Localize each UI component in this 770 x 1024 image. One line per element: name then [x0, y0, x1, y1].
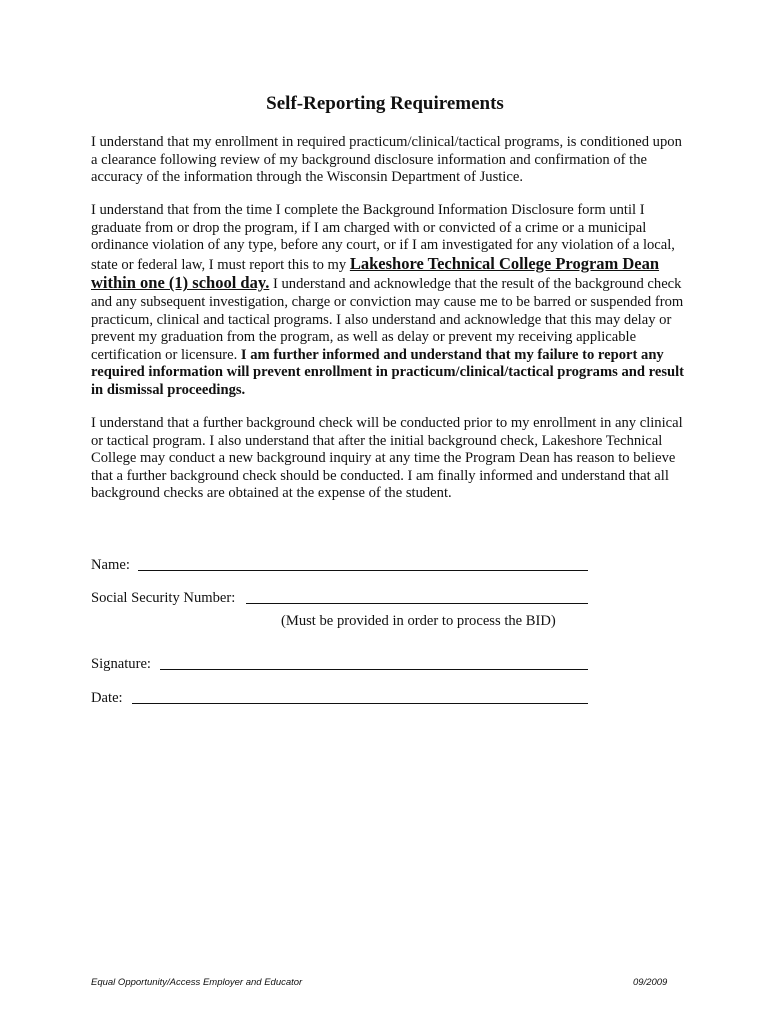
- failure-to-report-warning: I am further informed and understand that my failure to report any required information will prevent enrollment in practicum/clinical/tactical programs and result in dismissal proceedings.: [91, 346, 685, 398]
- date-label: Date:: [91, 690, 123, 706]
- ssn-input-line[interactable]: [246, 603, 588, 604]
- paragraph-reporting-obligation: [91, 202, 691, 400]
- name-field: [91, 556, 130, 574]
- footer-revision-date: 09/2009: [633, 977, 668, 988]
- paragraph-text: I understand and acknowledge that the result of the background check and any subsequent investigation, charge or conviction may cause me to be barred or suspended from practicum, clinical and tactical programs. I also understand and acknowledge that this may delay or prevent my graduation from the program, as well as delay or prevent my receiving applicable certification or licensure.: [91, 276, 684, 363]
- ssn-field: [91, 589, 235, 607]
- paragraph-enrollment-clearance: I understand that my enrollment in required practicum/clinical/tactical programs, is conditioned upon a clearance following review of my background disclosure information and confirmation of the accuracy of the information through the Wisconsin Department of Justice.: [91, 134, 682, 186]
- date-field: [91, 689, 123, 707]
- reporting-deadline-highlight: Lakeshore Technical College Program Dean within one (1) school day.: [91, 253, 660, 293]
- date-input-line[interactable]: [132, 703, 588, 704]
- name-input-line[interactable]: [138, 570, 588, 571]
- signature-label: Signature:: [91, 656, 151, 672]
- page-title: Self-Reporting Requirements: [266, 93, 504, 114]
- signature-field: [91, 655, 151, 673]
- name-label: Name:: [91, 557, 130, 573]
- ssn-label: Social Security Number:: [91, 590, 236, 606]
- footer-eeo-statement: Equal Opportunity/Access Employer and Educator: [91, 977, 303, 988]
- ssn-note: (Must be provided in order to process the BID): [281, 613, 556, 629]
- signature-input-line[interactable]: [160, 669, 588, 670]
- paragraph-further-background-check: I understand that a further background check will be conducted prior to my enrollment in any clinical or tactical program. I also understand that after the initial background check, Lakeshore Technical College may conduct a new background inquiry at any time the Program Dean has reason to believe that a further background check should be conducted. I am finally informed and understand that all background checks are obtained at the expense of the student.: [91, 415, 683, 502]
- paragraph-text: I understand that from the time I complete the Background Information Disclosure form until I graduate from or drop the program, if I am charged with or convicted of a crime or a municipal ordinance violation of any type, before any court, or if I am investigated for any violation of a local, state or federal law, I must report this to my: [91, 202, 675, 273]
